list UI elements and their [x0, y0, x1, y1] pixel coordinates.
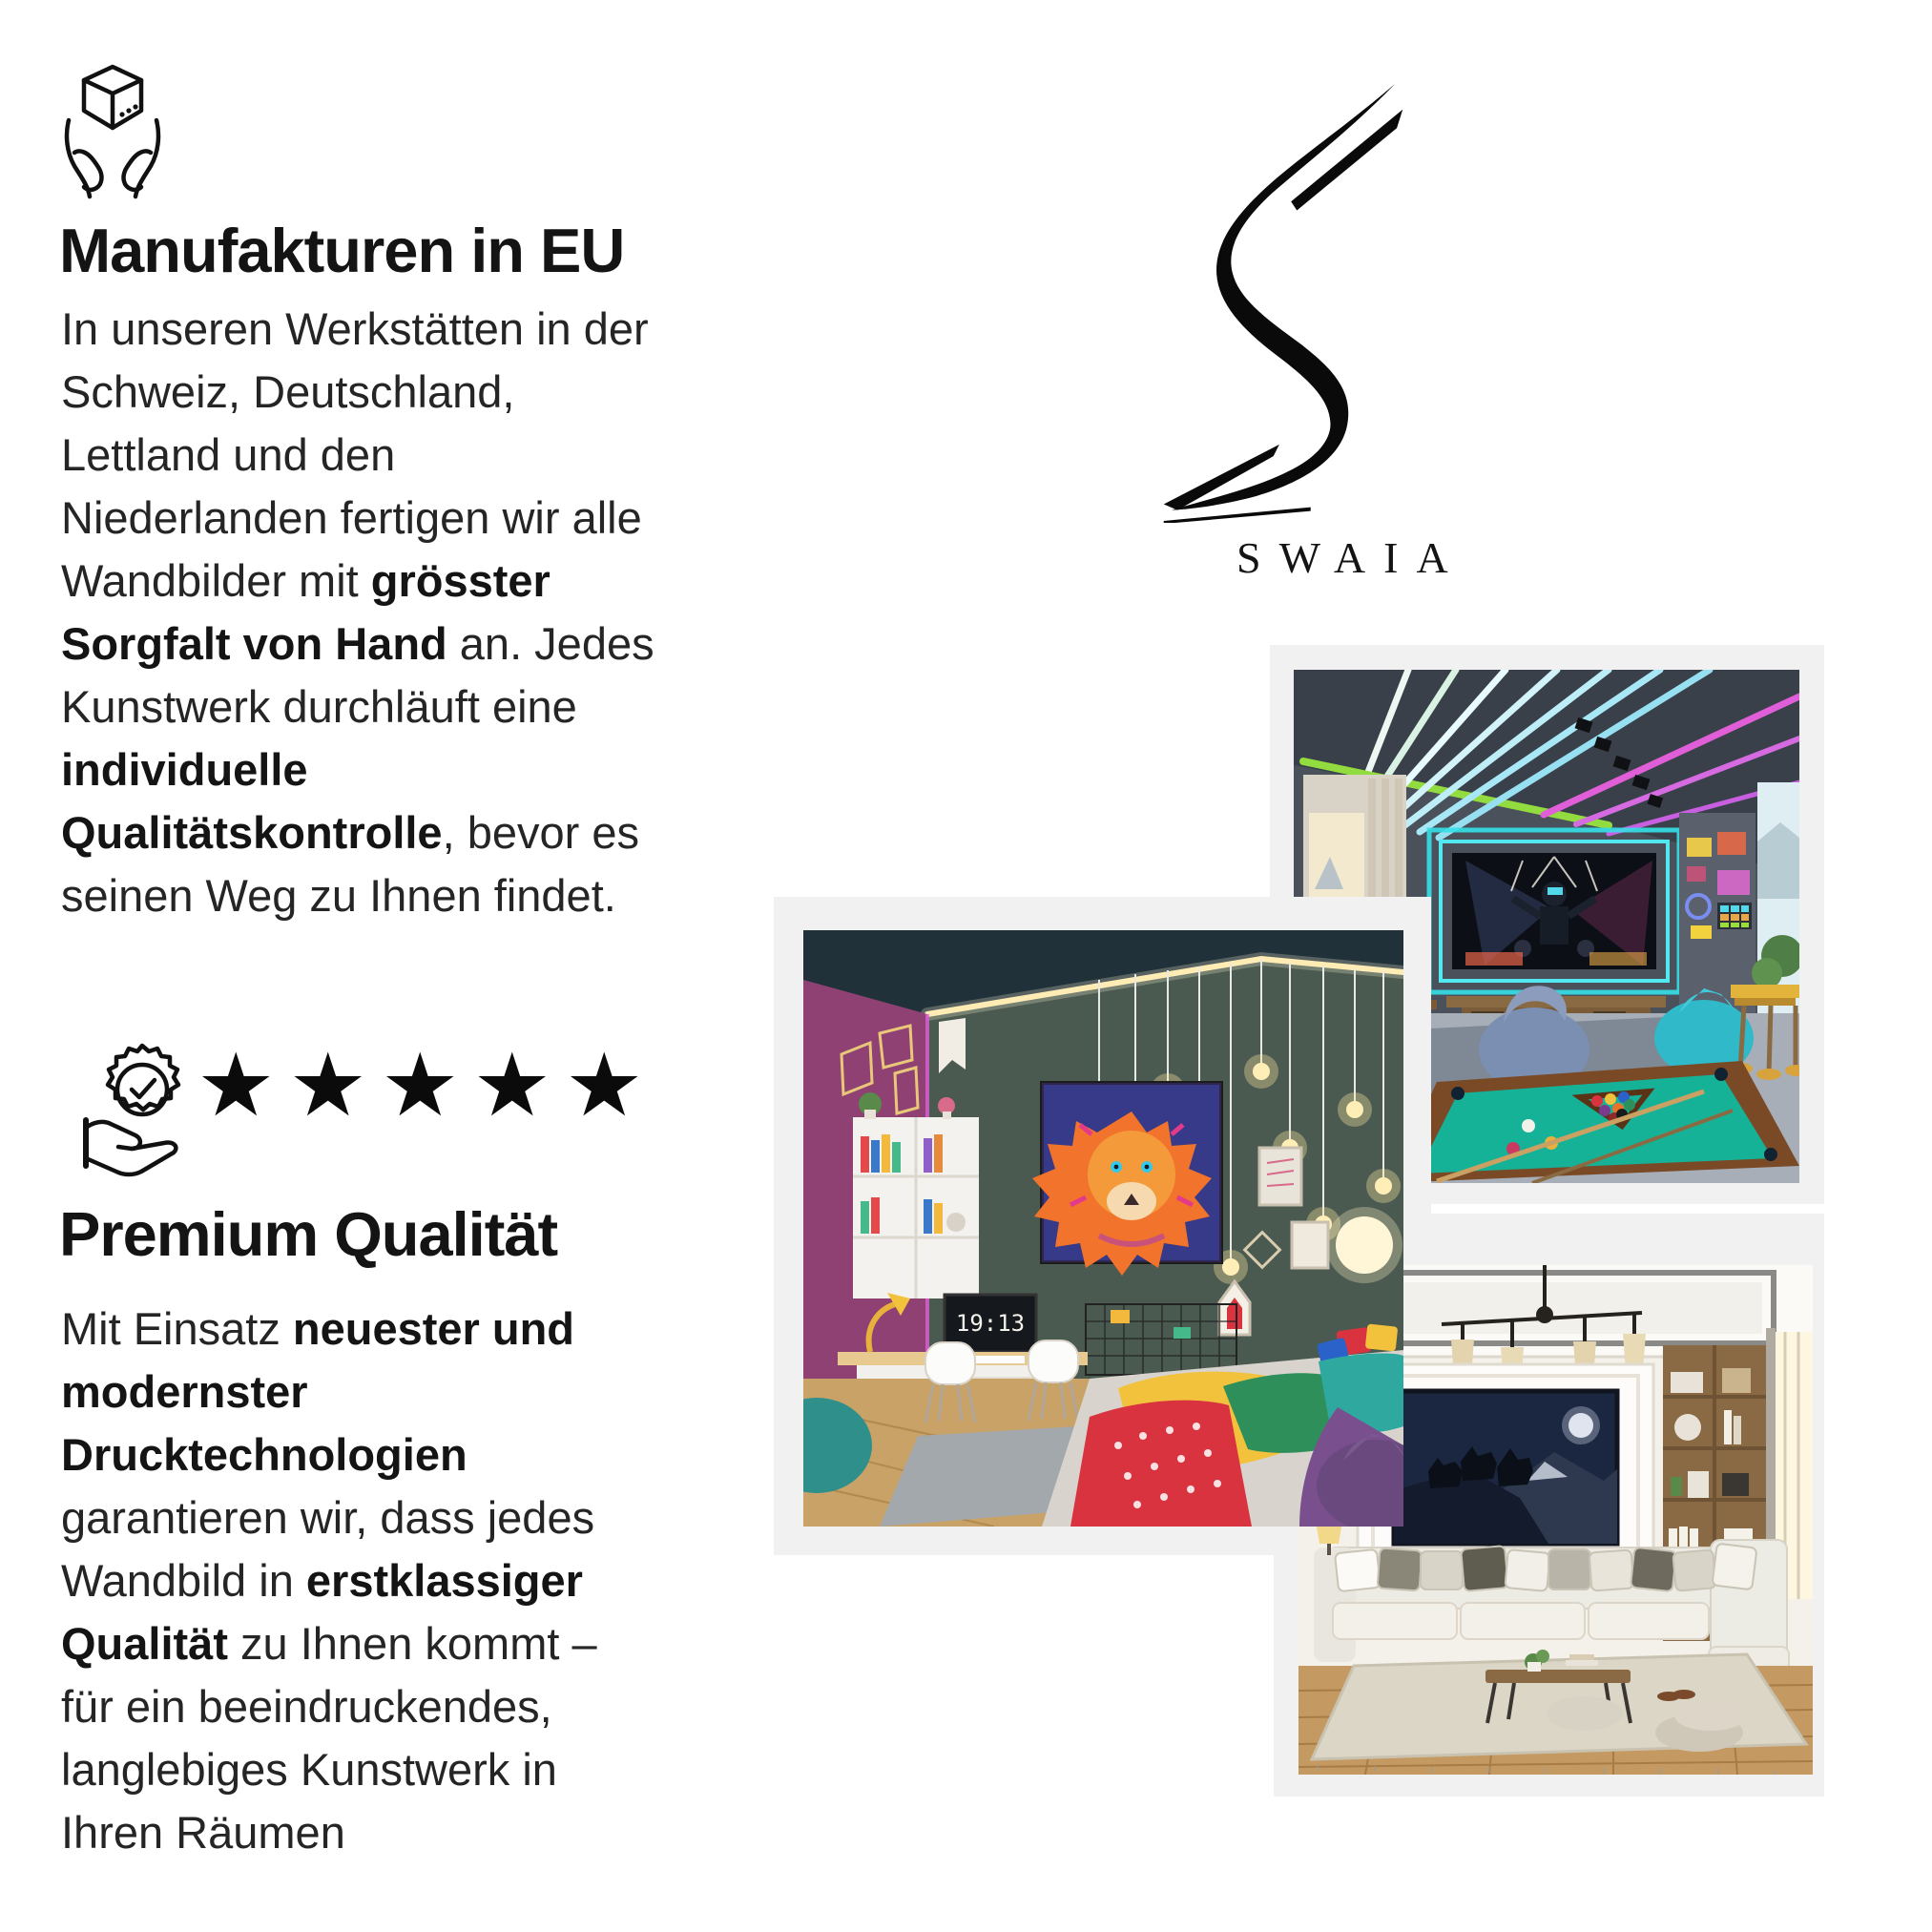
- section-heading-manufacturing: Manufakturen in EU: [59, 216, 625, 285]
- section-heading-quality: Premium Qualität: [59, 1199, 558, 1269]
- brand-name: SWAIA: [1236, 533, 1466, 582]
- five-star-rating: [197, 1038, 656, 1133]
- kids-bedroom-photo: [803, 930, 1403, 1527]
- star-icon: ★: [564, 1037, 657, 1134]
- swaia-logo-icon: [1156, 82, 1412, 523]
- hand-holding-medal-icon: [80, 1036, 204, 1179]
- star-icon: ★: [288, 1037, 381, 1134]
- paragraph-manufacturing: In unseren Werkstätten in der Schweiz, Deutschland, Lettland und den Niederlanden fertigen wir alle Wandbilder mit grösster Sorgfalt von Hand an. Jedes Kunstwerk durchläuft eine individuelle Qualitätskontrolle, bevor es seinen Weg zu Ihnen findet.: [61, 303, 654, 921]
- hands-holding-box-icon: [61, 61, 164, 204]
- star-icon: ★: [380, 1037, 473, 1134]
- paragraph-quality: Mit Einsatz neuester und modernster Drucktechnologien garantieren wir, dass jedes Wandbild in erstklassiger Qualität zu Ihnen kommt – für ein beeindruckendes, langlebiges Kunstwerk in Ihren Räumen: [61, 1303, 597, 1858]
- monitor-clock-text: 19:13: [955, 1310, 1026, 1337]
- star-icon: ★: [472, 1037, 565, 1134]
- star-icon: ★: [197, 1037, 289, 1134]
